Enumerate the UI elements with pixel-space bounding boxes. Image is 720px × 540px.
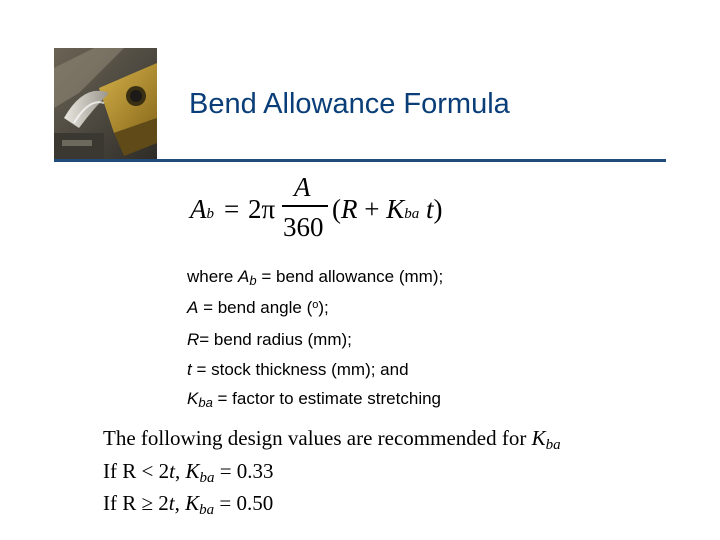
recommendation-line: The following design values are recommended for Kba xyxy=(103,426,561,453)
formula-plus: + xyxy=(364,194,380,224)
fraction-bar xyxy=(282,205,328,207)
recommendation-line: If R < 2t, Kba = 0.33 xyxy=(103,458,274,486)
formula-lhs: A xyxy=(190,194,207,224)
formula-equals: = xyxy=(224,194,240,224)
formula-numerator: A xyxy=(294,172,311,202)
definition-line: Kba = factor to estimate stretching xyxy=(187,389,442,410)
formula-k: K xyxy=(386,194,405,224)
slide-title: Bend Allowance Formula xyxy=(189,88,510,120)
metal-bending-photo xyxy=(54,48,157,159)
definition-line: A = bend angle ($^o$); xyxy=(187,297,329,317)
formula-t: t xyxy=(426,194,434,224)
formula-r: R xyxy=(341,194,358,224)
title-divider xyxy=(54,159,666,162)
formula-paren-close: ) xyxy=(433,194,443,224)
design-recommendations xyxy=(103,424,561,522)
formula-lhs-sub: b xyxy=(206,206,214,222)
formula-coefficient: 2π xyxy=(248,194,276,224)
definition-line: t = stock thickness (mm); and xyxy=(187,359,409,379)
definition-line: where Ab = bend allowance (mm); xyxy=(187,267,444,288)
formula-denominator: 360 xyxy=(283,212,324,242)
variable-definitions xyxy=(187,262,443,415)
formula-k-sub: ba xyxy=(404,206,420,222)
recommendation-line: If R ≥ 2t, Kba = 0.50 xyxy=(103,491,274,518)
definition-line: R= bend radius (mm); xyxy=(187,330,352,349)
formula-paren-open: ( xyxy=(332,194,341,224)
